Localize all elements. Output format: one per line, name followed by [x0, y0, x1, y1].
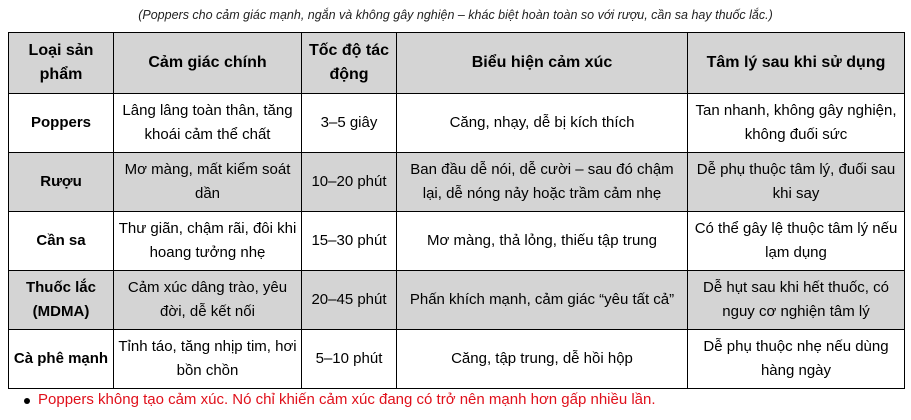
row-main-feeling: Thư giãn, chậm rãi, đôi khi hoang tưởng nhẹ [114, 212, 302, 271]
row-after-effects: Dễ phụ thuộc nhẹ nếu dùng hàng ngày [688, 330, 905, 389]
row-main-feeling: Lâng lâng toàn thân, tăng khoái cảm thể chất [114, 94, 302, 153]
table-row [9, 330, 905, 389]
row-main-feeling: Mơ màng, mất kiểm soát dần [114, 153, 302, 212]
row-after-effects: Tan nhanh, không gây nghiện, không đuối sức [688, 94, 905, 153]
note-text: Poppers không tạo cảm xúc. Nó chỉ khiến cảm xúc đang có trở nên mạnh hơn gấp nhiều lần. [38, 391, 656, 408]
table-header-row [9, 33, 905, 94]
bullet-icon [24, 398, 30, 404]
row-after-effects: Có thể gây lệ thuộc tâm lý nếu lạm dụng [688, 212, 905, 271]
note-list [20, 391, 656, 408]
header-main-feeling: Cảm giác chính [114, 33, 302, 94]
row-emotional-expression: Mơ màng, thả lỏng, thiếu tập trung [397, 212, 688, 271]
header-product-type: Loại sản phẩm [9, 33, 114, 94]
row-onset-speed: 10–20 phút [302, 153, 397, 212]
table-row [9, 94, 905, 153]
comparison-table [8, 32, 905, 389]
row-main-feeling: Tỉnh táo, tăng nhịp tim, hơi bồn chồn [114, 330, 302, 389]
row-emotional-expression: Ban đầu dễ nói, dễ cười – sau đó chậm lại, dễ nóng nảy hoặc trầm cảm nhẹ [397, 153, 688, 212]
row-product-name: Poppers [9, 94, 114, 153]
table-row [9, 271, 905, 330]
row-onset-speed: 5–10 phút [302, 330, 397, 389]
header-after-effects: Tâm lý sau khi sử dụng [688, 33, 905, 94]
row-onset-speed: 15–30 phút [302, 212, 397, 271]
table-row [9, 212, 905, 271]
row-main-feeling: Cảm xúc dâng trào, yêu đời, dễ kết nối [114, 271, 302, 330]
row-product-name: Cà phê mạnh [9, 330, 114, 389]
row-product-name: Cần sa [9, 212, 114, 271]
row-after-effects: Dễ phụ thuộc tâm lý, đuối sau khi say [688, 153, 905, 212]
row-product-name: Rượu [9, 153, 114, 212]
table-row [9, 153, 905, 212]
row-emotional-expression: Phấn khích mạnh, cảm giác “yêu tất cả” [397, 271, 688, 330]
row-after-effects: Dễ hụt sau khi hết thuốc, có nguy cơ nghiện tâm lý [688, 271, 905, 330]
row-emotional-expression: Căng, tập trung, dễ hồi hộp [397, 330, 688, 389]
note-item [20, 391, 656, 408]
table-caption: (Poppers cho cảm giác mạnh, ngắn và không gây nghiện – khác biệt hoàn toàn so với rượu, cần sa hay thuốc lắc.) [138, 8, 773, 22]
row-onset-speed: 20–45 phút [302, 271, 397, 330]
row-onset-speed: 3–5 giây [302, 94, 397, 153]
header-emotional-expression: Biểu hiện cảm xúc [397, 33, 688, 94]
row-product-name: Thuốc lắc (MDMA) [9, 271, 114, 330]
row-emotional-expression: Căng, nhạy, dễ bị kích thích [397, 94, 688, 153]
header-onset-speed: Tốc độ tác động [302, 33, 397, 94]
